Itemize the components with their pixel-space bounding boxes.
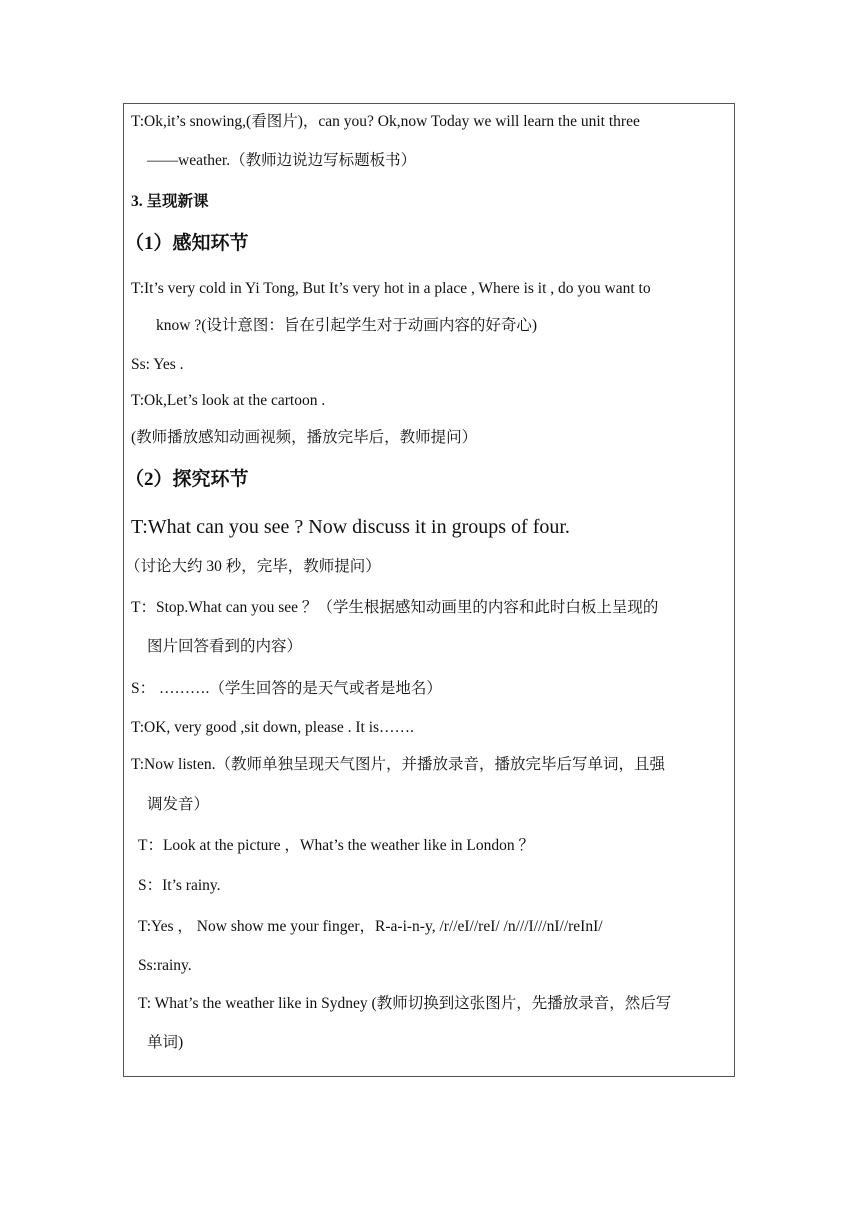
text-line-13: T：Stop.What can you see ？（学生根据感知动画里的内容和此时白板上呈现的 (131, 599, 659, 616)
text-line-6: know ?(设计意图：旨在引起学生对于动画内容的好奇心) (156, 317, 538, 334)
text-line-15: S： ……….（学生回答的是天气或者是地名） (131, 680, 442, 697)
text-line-21: T:Yes ， Now show me your finger，R-a-i-n-y, /r//eI//reI/ /n///I///nI//reInI/ (138, 918, 603, 935)
section-heading-present-new-lesson: 3. 呈现新课 (131, 193, 209, 210)
text-line-17: T:Now listen.（教师单独呈现天气图片，并播放录音，播放完毕后写单词，且强 (131, 756, 665, 773)
text-line-1: T:Ok,it’s snowing,(看图片)，can you? Ok,now Today we will learn the unit three (131, 113, 640, 130)
text-line-11: T:What can you see ? Now discuss it in groups of four. (131, 516, 570, 538)
text-line-12: （讨论大约 30 秒，完毕，教师提问） (125, 558, 381, 575)
text-line-8: T:Ok,Let’s look at the cartoon . (131, 392, 326, 409)
text-line-16: T:OK, very good ,sit down, please . It is……. (131, 719, 414, 736)
text-line-19: T：Look at the picture ，What’s the weather like in London ？ (138, 837, 534, 854)
text-line-2: ——weather.（教师边说边写标题板书） (147, 152, 417, 169)
text-line-5: T:It’s very cold in Yi Tong, But It’s very hot in a place , Where is it , do you want to (131, 280, 651, 297)
text-line-14: 图片回答看到的内容） (147, 638, 303, 655)
text-line-20: S：It’s rainy. (138, 877, 221, 894)
text-line-18: 调发音） (147, 796, 210, 813)
text-line-23: T: What’s the weather like in Sydney (教师切换到这张图片，先播放录音，然后写 (138, 995, 672, 1012)
subsection-heading-exploration: （2）探究环节 (125, 469, 249, 490)
text-line-24: 单词) (147, 1034, 184, 1051)
text-line-9: (教师播放感知动画视频，播放完毕后，教师提问） (131, 429, 478, 446)
subsection-heading-perception: （1）感知环节 (125, 233, 249, 254)
text-line-7: Ss: Yes . (131, 356, 184, 373)
text-line-22: Ss:rainy. (138, 957, 192, 974)
